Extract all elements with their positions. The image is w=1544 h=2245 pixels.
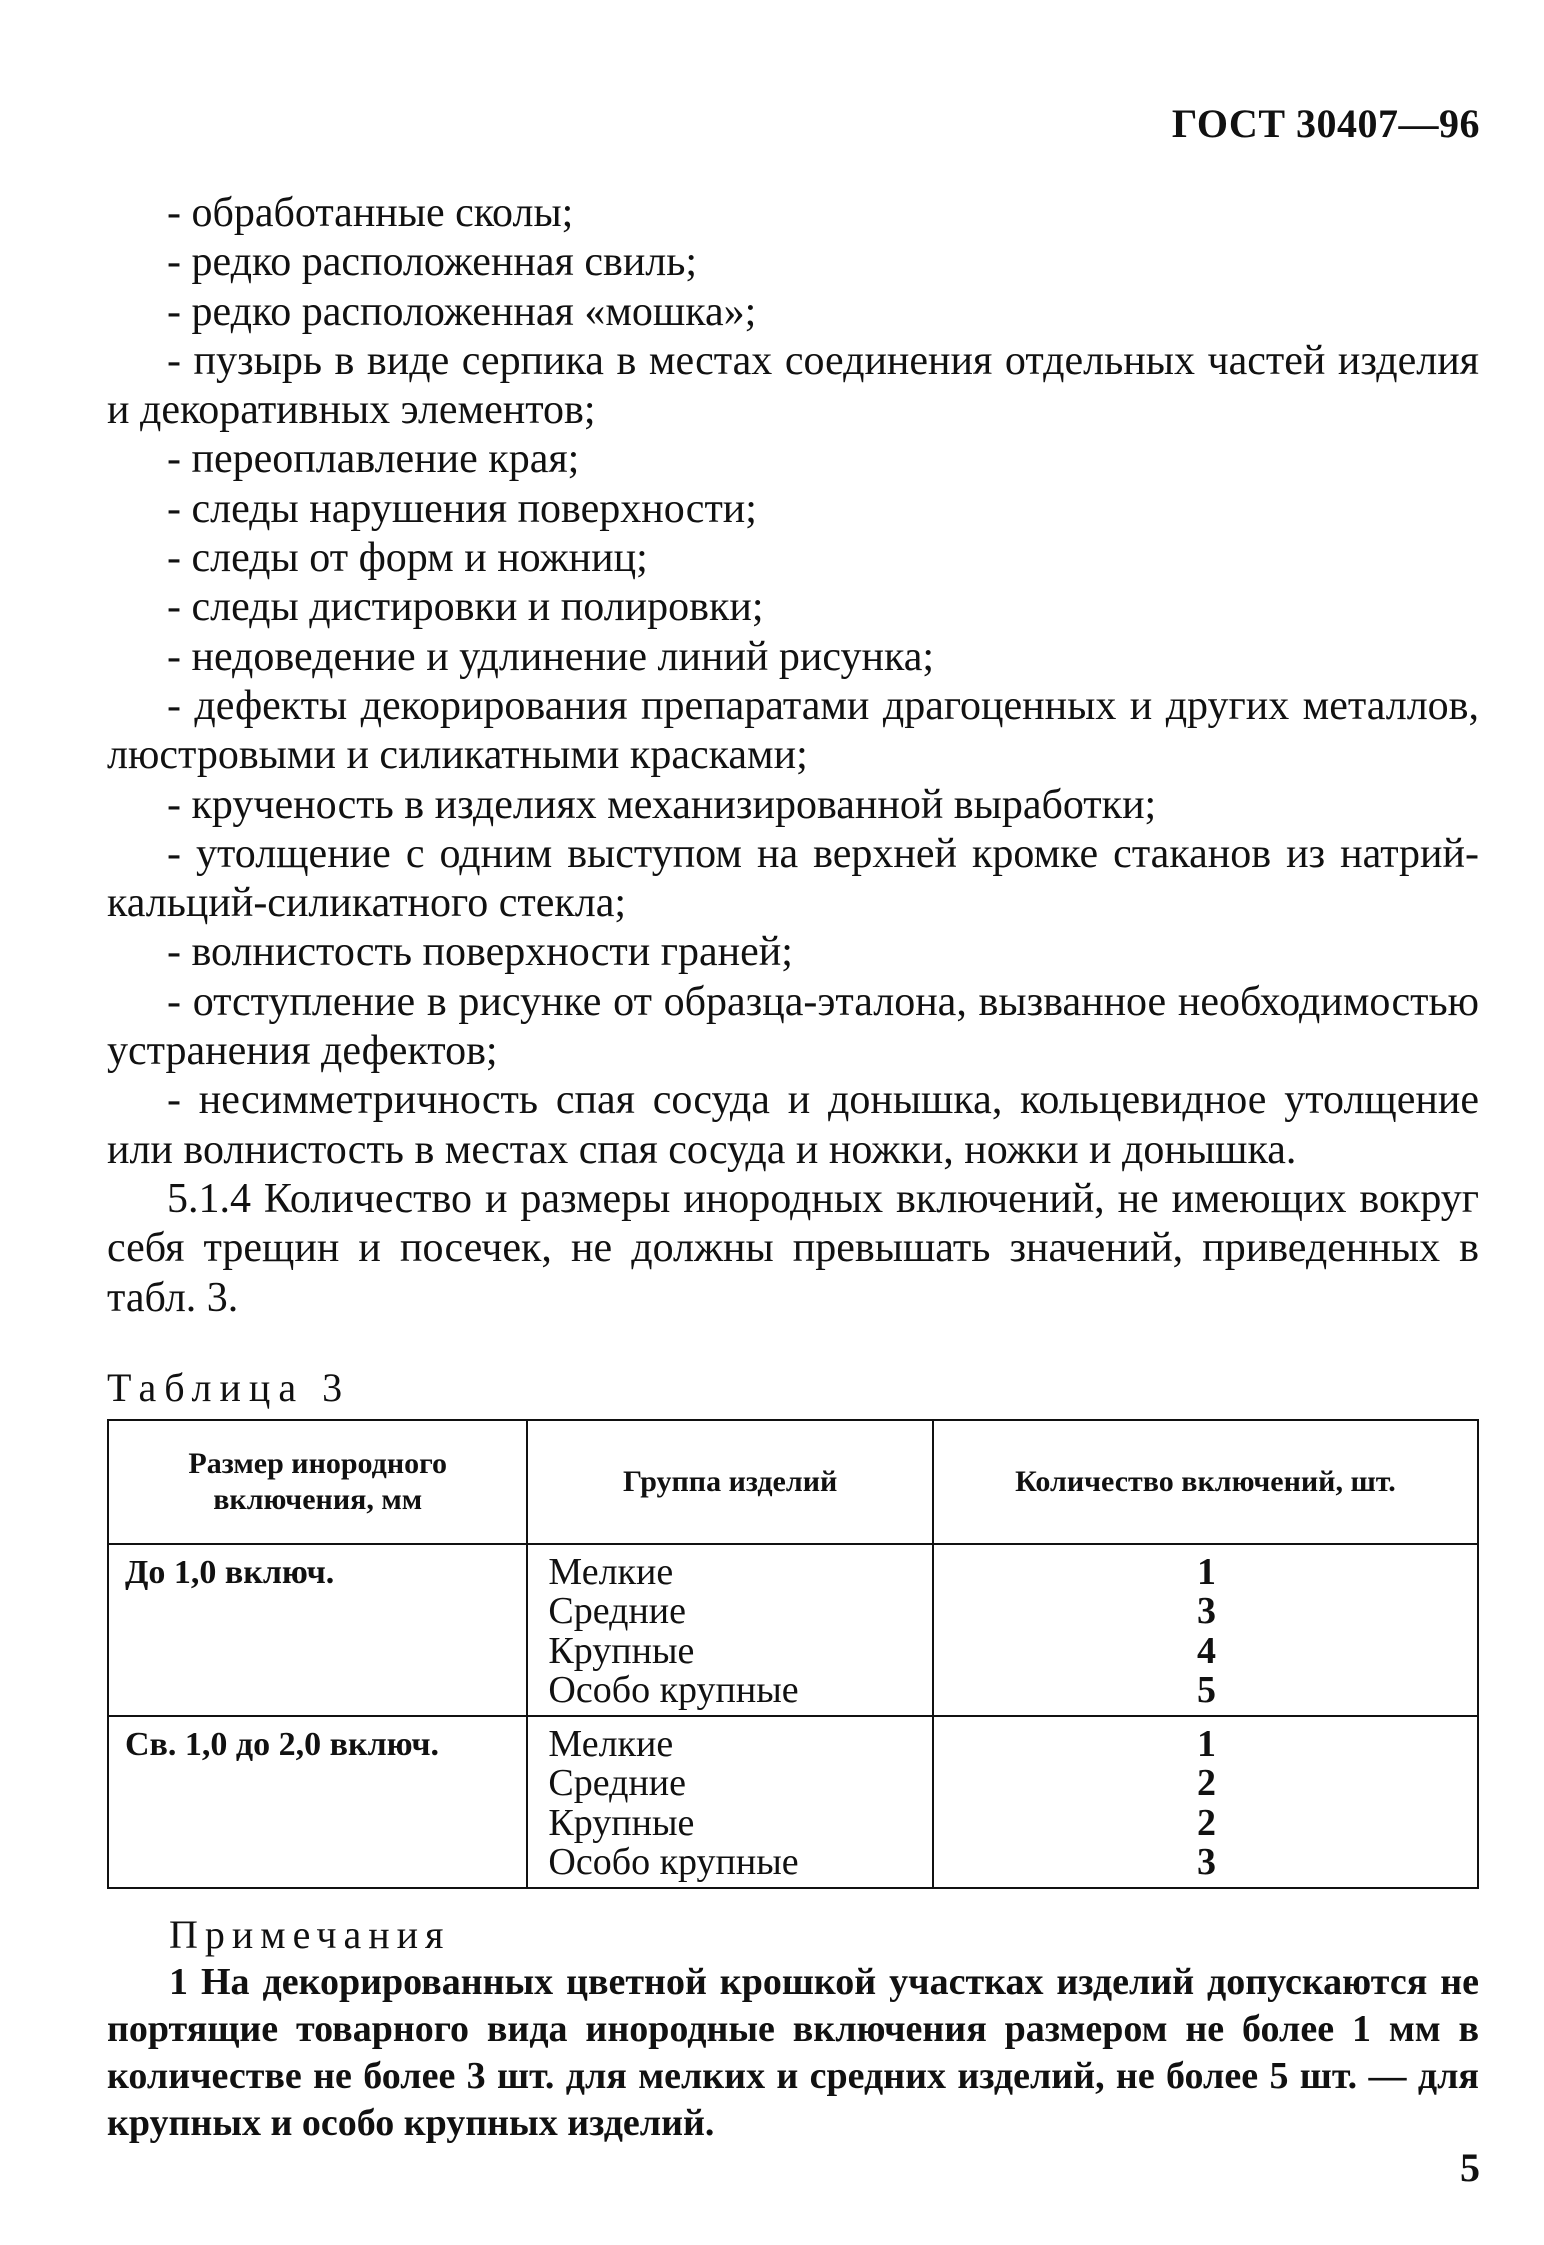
paragraph: 5.1.4 Количество и размеры инородных включений, не имеющих вокруг себя трещин и посечек, не должны превышать значений, приведенных в табл. 3. [107, 1175, 1479, 1321]
paragraph: - дефекты декорирования препаратами драгоценных и других металлов, люстровыми и силикатными красками; [107, 682, 1479, 779]
count-value: 2 [1196, 1801, 1216, 1844]
paragraph: - недоведение и удлинение линий рисунка; [167, 633, 935, 680]
size-cell: Св. 1,0 до 2,0 включ. [108, 1716, 527, 1888]
paragraph: - обработанные сколы; [167, 190, 574, 236]
page-content [107, 189, 1479, 2147]
note-item: 1 На декорированных цветной крошкой участках изделий допускаются не портящие товарного вида инородные включения размером не более 1 мм в количестве не более 3 шт. для мелких и средних изделий, не более 5 шт. — для крупных и особо крупных изделий. [107, 1960, 1479, 2144]
paragraph: - редко расположенная свиль; [167, 239, 698, 286]
count-value: 2 [1196, 1762, 1216, 1805]
group-label: Мелкие [548, 1722, 674, 1765]
group-label: Средние [548, 1590, 687, 1633]
count-cell [933, 1716, 1478, 1888]
count-cell [933, 1544, 1478, 1716]
group-label: Крупные [548, 1801, 695, 1844]
table-header-row [108, 1420, 1478, 1544]
count-value: 5 [1196, 1669, 1216, 1712]
count-value: 1 [1196, 1722, 1216, 1765]
paragraph: - переоплавление края; [167, 436, 580, 483]
paragraph: - несимметричность спая сосуда и донышка, кольцевидное утолщение или волнистость в местах спая сосуда и ножки, ножки и донышка. [107, 1077, 1479, 1173]
group-label: Крупные [548, 1629, 695, 1672]
paragraph: - волнистость поверхности граней; [167, 929, 793, 976]
group-label: Особо крупные [548, 1841, 799, 1884]
table-row [108, 1716, 1478, 1888]
paragraph: - утолщение с одним выступом на верхней кромке стаканов из натрий-кальций-силикатного стекла; [107, 830, 1479, 927]
paragraph: - крученость в изделиях механизированной выработки; [167, 781, 1157, 828]
group-label: Мелкие [548, 1550, 674, 1593]
group-cell [527, 1716, 932, 1888]
size-cell: До 1,0 включ. [108, 1544, 527, 1716]
count-value: 3 [1196, 1590, 1216, 1633]
count-value: 3 [1196, 1841, 1216, 1884]
column-header-group: Группа изделий [527, 1420, 932, 1544]
count-value: 4 [1196, 1629, 1216, 1672]
defects-table [107, 1419, 1479, 1889]
group-label: Особо крупные [548, 1669, 799, 1712]
column-header-size: Размер инородного включения, мм [108, 1420, 527, 1544]
paragraph: - следы нарушения поверхности; [167, 485, 757, 532]
paragraph: - редко расположенная «мошка»; [167, 288, 757, 335]
notes-title: Примечания [169, 1911, 451, 1957]
paragraph: - пузырь в виде серпика в местах соединения отдельных частей изделия и декоративных элементов; [107, 337, 1479, 434]
paragraph: - отступление в рисунке от образца-эталона, вызванное необходимостью устранения дефектов; [107, 978, 1479, 1075]
document-header: ГОСТ 30407—96 [1171, 101, 1480, 146]
count-value: 1 [1196, 1550, 1216, 1593]
paragraph: - следы дистировки и полировки; [167, 584, 764, 631]
column-header-count: Количество включений, шт. [933, 1420, 1478, 1544]
body-text [107, 189, 1479, 1323]
group-cell [527, 1544, 932, 1716]
notes-list [107, 1959, 1479, 2147]
paragraph: - следы от форм и ножниц; [167, 535, 648, 582]
group-label: Средние [548, 1762, 687, 1805]
table-caption: Таблица 3 [107, 1364, 351, 1410]
page-number: 5 [1460, 2145, 1480, 2190]
table-row [108, 1544, 1478, 1716]
